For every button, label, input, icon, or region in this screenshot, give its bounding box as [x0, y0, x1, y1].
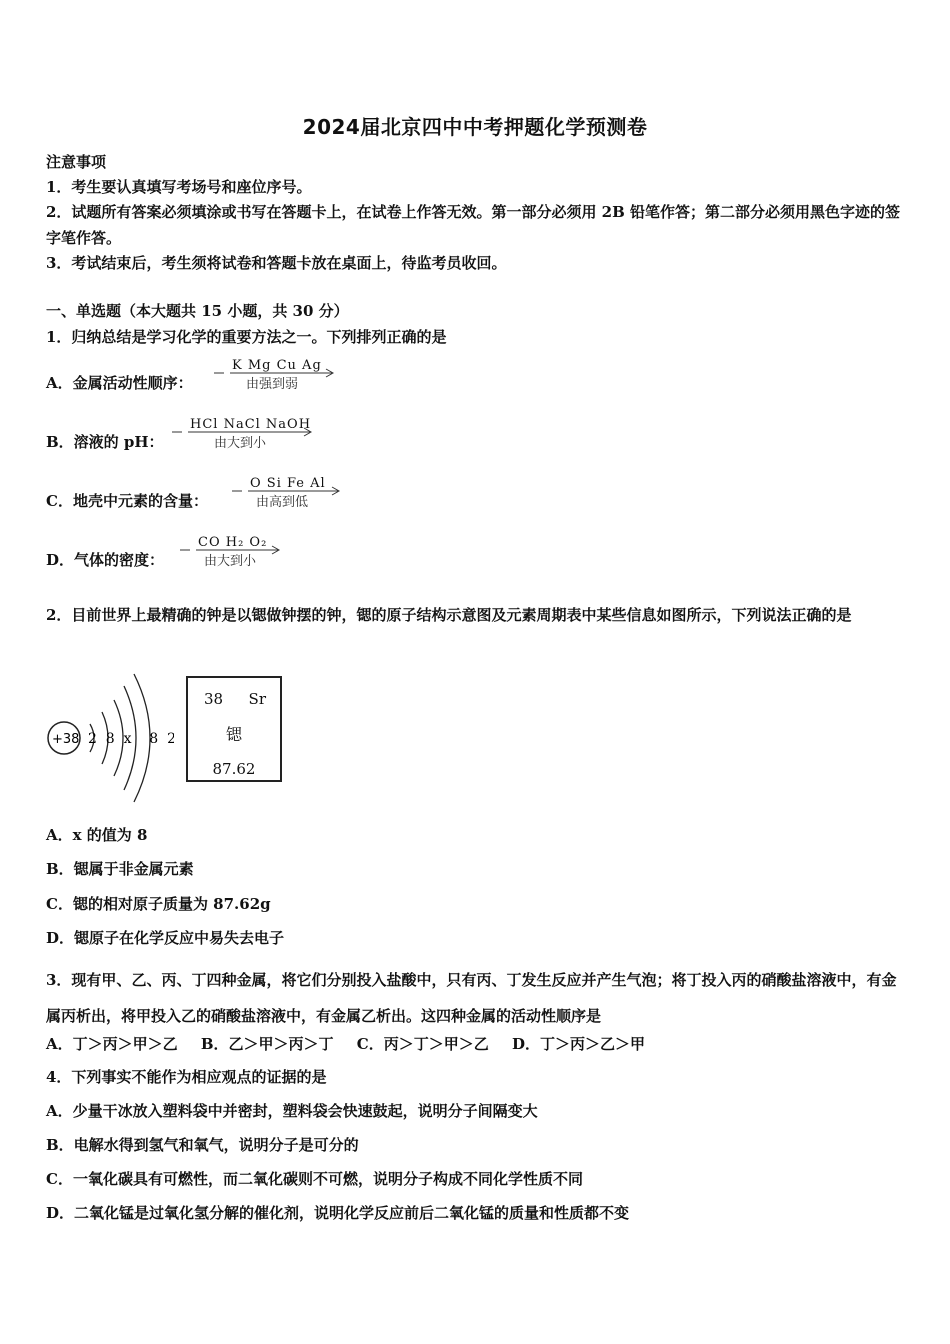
- q3-options-row: [46, 1033, 645, 1054]
- q1-option-d-label: D．气体的密度：: [46, 551, 165, 569]
- atomic-number: 38: [204, 690, 224, 708]
- q1-option-b-order: 由大到小: [214, 436, 267, 451]
- answer-option: B．锶属于非金属元素: [46, 860, 194, 878]
- answer-option: C．丙＞丁＞甲＞乙: [356, 1035, 489, 1053]
- q1-option-b-arrow: [170, 417, 310, 453]
- notice-heading: 注意事项: [46, 153, 107, 171]
- answer-option: D．二氧化锰是过氧化氢分解的催化剂，说明化学反应前后二氧化锰的质量和性质都不变: [46, 1204, 630, 1222]
- answer-option: D．锶原子在化学反应中易失去电子: [46, 929, 285, 947]
- element-symbol: Sr: [248, 690, 266, 708]
- q1-option-c-order: 由高到低: [256, 495, 309, 510]
- q1-option-b-sequence: HCl NaCl NaOH: [190, 417, 312, 432]
- q1-option-c-sequence: O Si Fe Al: [250, 476, 326, 491]
- q1-option-a-arrow: [212, 358, 352, 394]
- answer-option: C．一氧化碳具有可燃性，而二氧化碳则不可燃，说明分子构成不同化学性质不同: [46, 1170, 583, 1188]
- q1-option-d-arrow: [178, 535, 318, 571]
- answer-option: B．乙＞甲＞丙＞丁: [200, 1035, 334, 1053]
- q1-option-a-order: 由强到弱: [246, 377, 299, 392]
- periodic-table-cell: [186, 676, 282, 782]
- question-stem: 3．现有甲、乙、丙、丁四种金属，将它们分别投入盐酸中，只有丙、丁发生反应并产生气泡；将丁投入丙的硝酸盐溶液中，有金属丙析出，将甲投入乙的硝酸盐溶液中，有金属乙析出。这四种金属的活动性顺序是: [46, 971, 897, 1025]
- electron-shells: 2 8 x 8 2: [88, 731, 174, 747]
- answer-option: A．丁＞丙＞甲＞乙: [46, 1035, 178, 1053]
- answer-option: B．电解水得到氢气和氧气，说明分子是可分的: [46, 1136, 359, 1154]
- q1-option-b-label: B．溶液的 pH：: [46, 433, 164, 451]
- page-title: 2024届北京四中中考押题化学预测卷: [302, 115, 648, 139]
- question-stem: 4．下列事实不能作为相应观点的证据的是: [46, 1068, 327, 1086]
- answer-option: A．x 的值为 8: [46, 826, 148, 844]
- notice-item: 1．考生要认真填写考场号和座位序号。: [46, 178, 312, 196]
- q1-option-c-label: C．地壳中元素的含量：: [46, 492, 208, 510]
- notice-item: 2．试题所有答案必须填涂或书写在答题卡上，在试卷上作答无效。第一部分必须用 2B 铅笔作答；第二部分必须用黑色字迹的签字笔作答。: [46, 203, 901, 247]
- answer-option: A．少量干冰放入塑料袋中并密封，塑料袋会快速鼓起，说明分子间隔变大: [46, 1102, 538, 1120]
- question-stem: 2．目前世界上最精确的钟是以锶做钟摆的钟，锶的原子结构示意图及元素周期表中某些信息如图所示，下列说法正确的是: [46, 606, 852, 624]
- q1-option-d-sequence: CO H₂ O₂: [198, 535, 268, 550]
- section-heading: 一、单选题（本大题共 15 小题，共 30 分）: [46, 302, 349, 320]
- q1-option-a-label: A．金属活动性顺序：: [46, 374, 193, 392]
- nucleus-charge: +38: [52, 732, 80, 747]
- q1-option-a-sequence: K Mg Cu Ag: [232, 358, 322, 373]
- atomic-mass: 87.62: [212, 760, 256, 778]
- answer-option: C．锶的相对原子质量为 87.62g: [46, 895, 271, 913]
- question-stem: 1．归纳总结是学习化学的重要方法之一。下列排列正确的是: [46, 328, 447, 346]
- q1-option-d-order: 由大到小: [204, 554, 257, 569]
- answer-option: D．丁＞丙＞乙＞甲: [511, 1035, 645, 1053]
- q1-option-c-arrow: [230, 476, 370, 512]
- element-name: 锶: [225, 725, 242, 744]
- strontium-atom-diagram: [44, 664, 174, 814]
- notice-item: 3．考试结束后，考生须将试卷和答题卡放在桌面上，待监考员收回。: [46, 254, 507, 272]
